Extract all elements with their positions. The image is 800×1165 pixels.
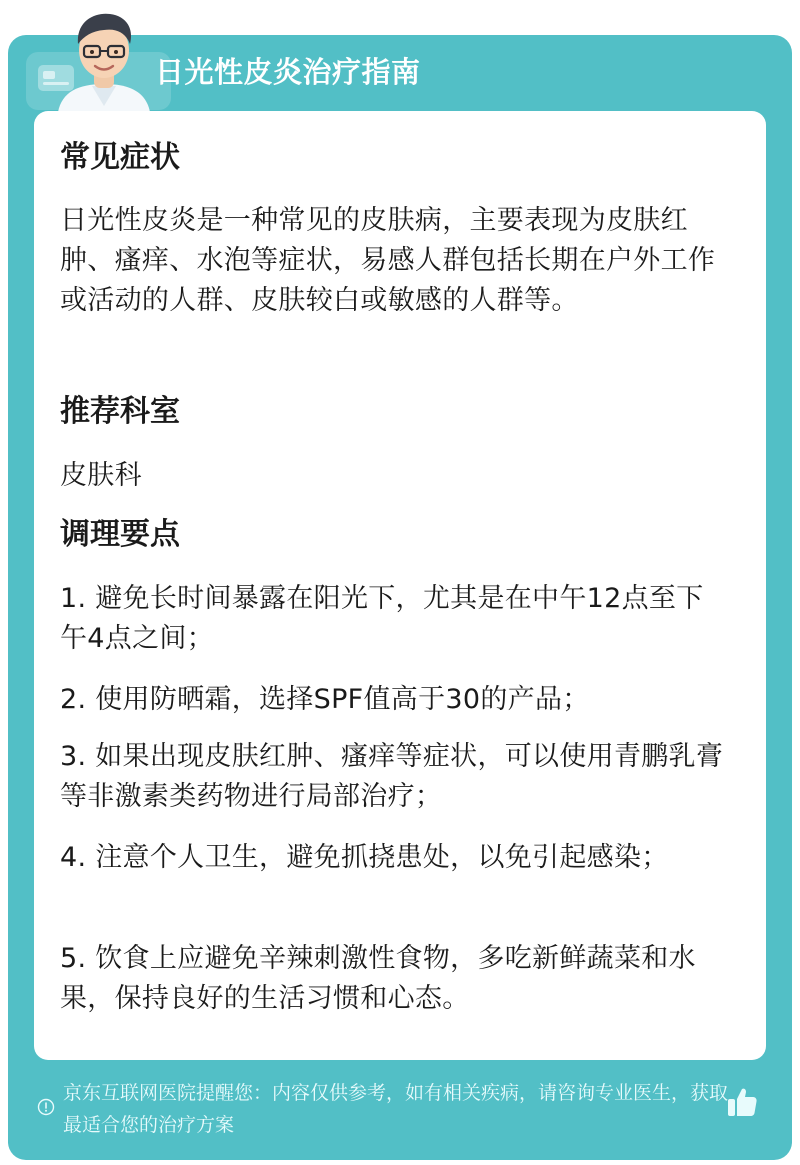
care-item-1: 1. 避免长时间暴露在阳光下，尤其是在中午12点至下午4点之间； — [60, 583, 704, 654]
care-item-4: 4. 注意个人卫生，避免抓挠患处，以免引起感染； — [60, 842, 669, 873]
page-title: 日光性皮炎治疗指南 — [155, 55, 421, 89]
symptoms-text: 日光性皮炎是一种常见的皮肤病，主要表现为皮肤红肿、瘙痒、水泡等症状，易感人群包括长期在户外工作或活动的人群、皮肤较白或敏感的人群等。 — [60, 205, 716, 316]
care-item-5: 5. 饮食上应避免辛辣刺激性食物，多吃新鲜蔬菜和水果，保持良好的生活习惯和心态。 — [60, 943, 696, 1014]
footer-disclaimer: 京东互联网医院提醒您：内容仅供参考，如有相关疾病，请咨询专业医生，获取最适合您的治疗方案 — [63, 1082, 729, 1136]
department-text: 皮肤科 — [60, 460, 142, 491]
thumbs-up-icon[interactable] — [725, 1085, 759, 1119]
doctor-avatar-icon — [52, 6, 156, 112]
section-heading-care: 调理要点 — [60, 517, 180, 552]
section-heading-symptoms: 常见症状 — [60, 140, 180, 175]
care-item-2: 2. 使用防晒霜，选择SPF值高于30的产品； — [60, 684, 590, 715]
section-heading-department: 推荐科室 — [60, 394, 180, 429]
info-icon — [37, 1098, 55, 1116]
care-item-3: 3. 如果出现皮肤红肿、瘙痒等症状，可以使用青鹏乳膏等非激素类药物进行局部治疗； — [60, 741, 724, 812]
